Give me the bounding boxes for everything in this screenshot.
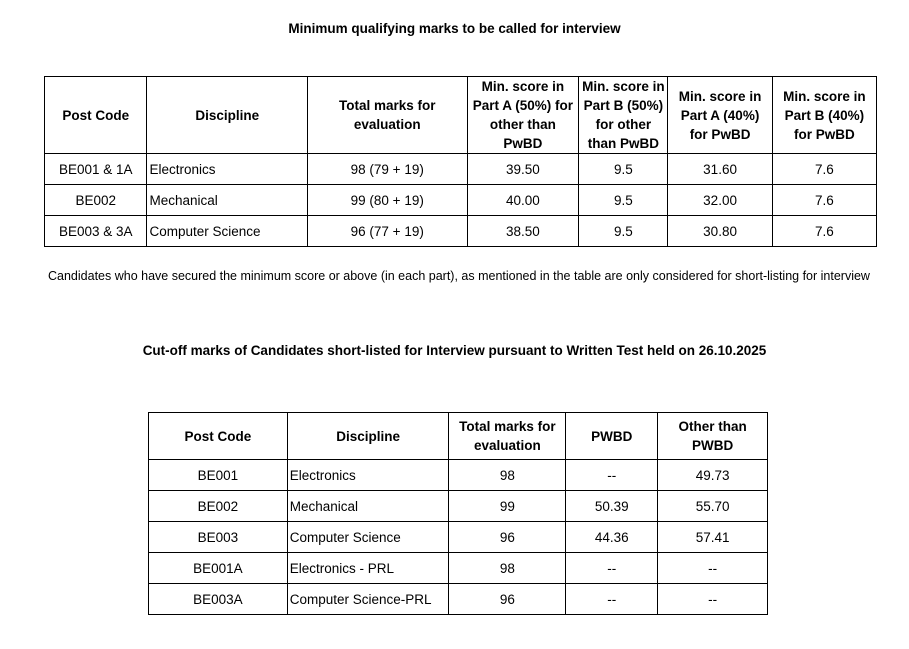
cell-total-marks: 96 (77 + 19) — [308, 216, 468, 247]
cell-pwbd: -- — [566, 553, 658, 584]
cell-post-code: BE002 — [149, 491, 288, 522]
cell-post-code: BE003 — [149, 522, 288, 553]
table-row — [149, 522, 768, 553]
cell-pwbd: -- — [566, 460, 658, 491]
cutoff-marks-table — [148, 412, 768, 615]
cell-post-code: BE002 — [45, 185, 147, 216]
table-row — [149, 584, 768, 615]
table-row — [149, 553, 768, 584]
cell-discipline: Computer Science — [147, 216, 308, 247]
cell-post-code: BE001A — [149, 553, 288, 584]
cell-discipline: Mechanical — [287, 491, 449, 522]
table-header-row — [149, 413, 768, 460]
cell-post-code: BE003 & 3A — [45, 216, 147, 247]
cell-other-than-pwbd: 55.70 — [658, 491, 768, 522]
table-header-row — [45, 77, 877, 154]
heading-minimum-qualifying-marks: Minimum qualifying marks to be called for interview — [288, 21, 621, 36]
cell-part-b-pwbd: 7.6 — [772, 216, 876, 247]
table-row — [45, 154, 877, 185]
cell-part-b-pwbd: 7.6 — [772, 185, 876, 216]
col-part-a-pwbd: Min. score in Part A (40%) for PwBD — [668, 77, 772, 154]
cell-other-than-pwbd: -- — [658, 584, 768, 615]
cell-total-marks: 98 — [449, 553, 566, 584]
cell-post-code: BE001 — [149, 460, 288, 491]
col-pwbd: PWBD — [566, 413, 658, 460]
col-total-marks: Total marks for evaluation — [308, 77, 468, 154]
cell-discipline: Computer Science — [287, 522, 449, 553]
cell-discipline: Electronics - PRL — [287, 553, 449, 584]
table-row — [149, 460, 768, 491]
qualifying-marks-table — [44, 76, 877, 247]
cell-part-b-other: 9.5 — [579, 154, 668, 185]
cell-part-a-other: 39.50 — [467, 154, 579, 185]
cell-total-marks: 98 (79 + 19) — [308, 154, 468, 185]
cell-part-a-pwbd: 32.00 — [668, 185, 772, 216]
cell-part-a-pwbd: 30.80 — [668, 216, 772, 247]
table-row — [149, 491, 768, 522]
col-total-marks: Total marks for evaluation — [449, 413, 566, 460]
cell-post-code: BE001 & 1A — [45, 154, 147, 185]
cell-other-than-pwbd: 57.41 — [658, 522, 768, 553]
shortlisting-note: Candidates who have secured the minimum score or above (in each part), as mentioned in the table are only considered for short-listing for interview — [48, 269, 870, 283]
col-post-code: Post Code — [45, 77, 147, 154]
table-row — [45, 185, 877, 216]
cell-discipline: Electronics — [147, 154, 308, 185]
cell-total-marks: 99 (80 + 19) — [308, 185, 468, 216]
cell-pwbd: -- — [566, 584, 658, 615]
col-part-b-other: Min. score in Part B (50%) for other than PwBD — [579, 77, 668, 154]
col-other-than-pwbd: Other than PWBD — [658, 413, 768, 460]
cell-part-b-other: 9.5 — [579, 216, 668, 247]
col-part-b-pwbd: Min. score in Part B (40%) for PwBD — [772, 77, 876, 154]
cell-part-a-pwbd: 31.60 — [668, 154, 772, 185]
cell-other-than-pwbd: 49.73 — [658, 460, 768, 491]
cell-discipline: Mechanical — [147, 185, 308, 216]
cell-part-b-pwbd: 7.6 — [772, 154, 876, 185]
cell-total-marks: 98 — [449, 460, 566, 491]
col-post-code: Post Code — [149, 413, 288, 460]
cell-part-a-other: 40.00 — [467, 185, 579, 216]
cell-discipline: Computer Science-PRL — [287, 584, 449, 615]
col-discipline: Discipline — [287, 413, 449, 460]
cell-pwbd: 44.36 — [566, 522, 658, 553]
cell-part-b-other: 9.5 — [579, 185, 668, 216]
cell-total-marks: 99 — [449, 491, 566, 522]
cell-other-than-pwbd: -- — [658, 553, 768, 584]
cell-discipline: Electronics — [287, 460, 449, 491]
cell-total-marks: 96 — [449, 584, 566, 615]
heading-cutoff-marks: Cut-off marks of Candidates short-listed for Interview pursuant to Written Test held on 26.10.2025 — [142, 343, 767, 358]
cell-part-a-other: 38.50 — [467, 216, 579, 247]
col-part-a-other: Min. score in Part A (50%) for other than PwBD — [467, 77, 579, 154]
cell-post-code: BE003A — [149, 584, 288, 615]
cell-pwbd: 50.39 — [566, 491, 658, 522]
col-discipline: Discipline — [147, 77, 308, 154]
table-row — [45, 216, 877, 247]
cell-total-marks: 96 — [449, 522, 566, 553]
